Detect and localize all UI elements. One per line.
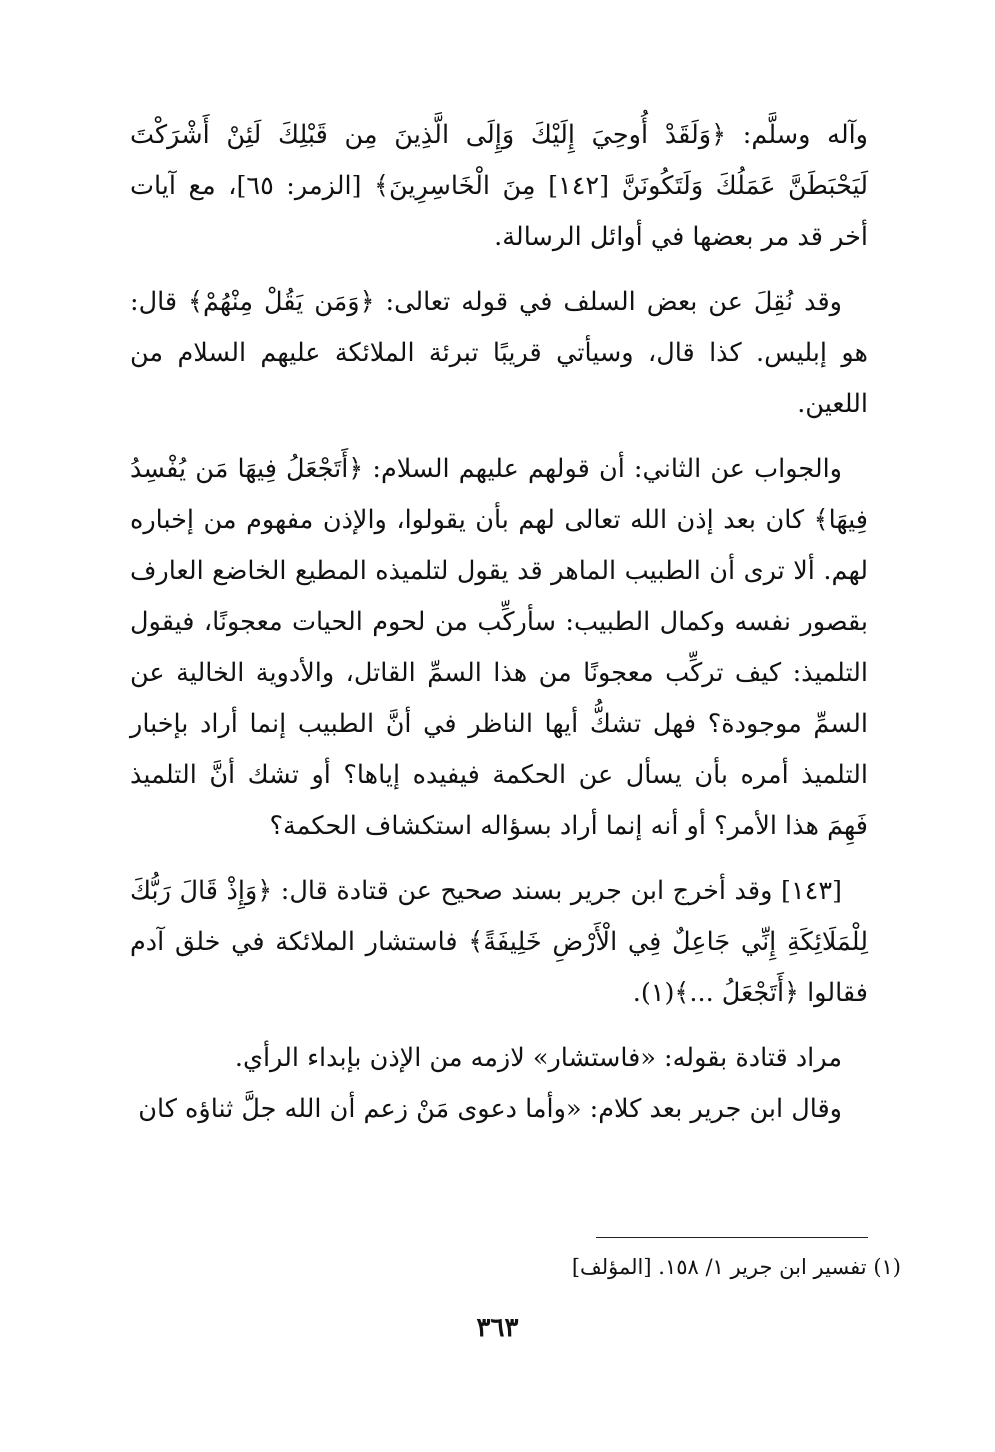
paragraph-3: والجواب عن الثاني: أن قولهم عليهم السلام: ﴿أَتَجْعَلُ فِيهَا مَن يُفْسِدُ فِيهَا﴾ كان بعد إذن الله تعالى لهم بأن يقولوا، والإذن مفهوم من إخباره لهم. ألا ترى أن الطبيب الماهر قد يقول لتلميذه المطيع الخاضع العارف بقصور نفسه وكمال الطبيب: سأركِّب من لحوم الحيات معجونًا، فيقول التلميذ: كيف تركِّب معجونًا من هذا السمِّ القاتل، والأدوية الخالية عن السمِّ موجودة؟ فهل تشكُّ أيها الناظر في أنَّ الطبيب إنما أراد بإخبار التلميذ أمره بأن يسأل عن الحكمة فيفيده إياها؟ أو تشك أنَّ التلميذ فَهِمَ هذا الأمر؟ أو أنه إنما أراد بسؤاله استكشاف الحكمة؟ [130, 454, 868, 841]
paragraph-gap [130, 852, 868, 866]
footnote: (١) تفسير ابن جرير ١/ ١٥٨. [المؤلف] [571, 1255, 901, 1279]
paragraph-2: وقد نُقِلَ عن بعض السلف في قوله تعالى: ﴿وَمَن يَقُلْ مِنْهُمْ﴾ قال: هو إبليس. كذا قال، وسيأتي قريبًا تبرئة الملائكة عليهم السلام من اللعين. [130, 287, 868, 419]
paragraph-gap [130, 1019, 868, 1033]
footnote-separator [596, 1237, 868, 1238]
paragraph-gap [130, 263, 868, 277]
page-number: ٣٦٣ [476, 1313, 519, 1343]
paragraph-gap [130, 430, 868, 444]
paragraph-1: وآله وسلَّم: ﴿وَلَقَدْ أُوحِيَ إِلَيْكَ وَإِلَى الَّذِينَ مِن قَبْلِكَ لَئِنْ أَشْرَكْتَ لَيَحْبَطَنَّ عَمَلُكَ وَلَتَكُونَنَّ [١٤٢] مِنَ الْخَاسِرِينَ﴾ [الزمر: ٦٥]، مع آيات أخر قد مر بعضها في أوائل الرسالة. [130, 120, 868, 252]
paragraph-6: وقال ابن جرير بعد كلام: «وأما دعوى مَنْ زعم أن الله جلَّ ثناؤه كان [138, 1094, 842, 1124]
paragraph-5: مراد قتادة بقوله: «فاستشار» لازمه من الإذن بإبداء الرأي. [234, 1043, 842, 1073]
page-body [130, 110, 868, 1135]
paragraph-4: [١٤٣] وقد أخرج ابن جرير بسند صحيح عن قتادة قال: ﴿وَإِذْ قَالَ رَبُّكَ لِلْمَلَائِكَةِ إِنِّي جَاعِلٌ فِي الْأَرْضِ خَلِيفَةً﴾ فاستشار الملائكة في خلق آدم فقالوا ﴿أَتَجْعَلُ ...﴾(١). [130, 876, 868, 1008]
